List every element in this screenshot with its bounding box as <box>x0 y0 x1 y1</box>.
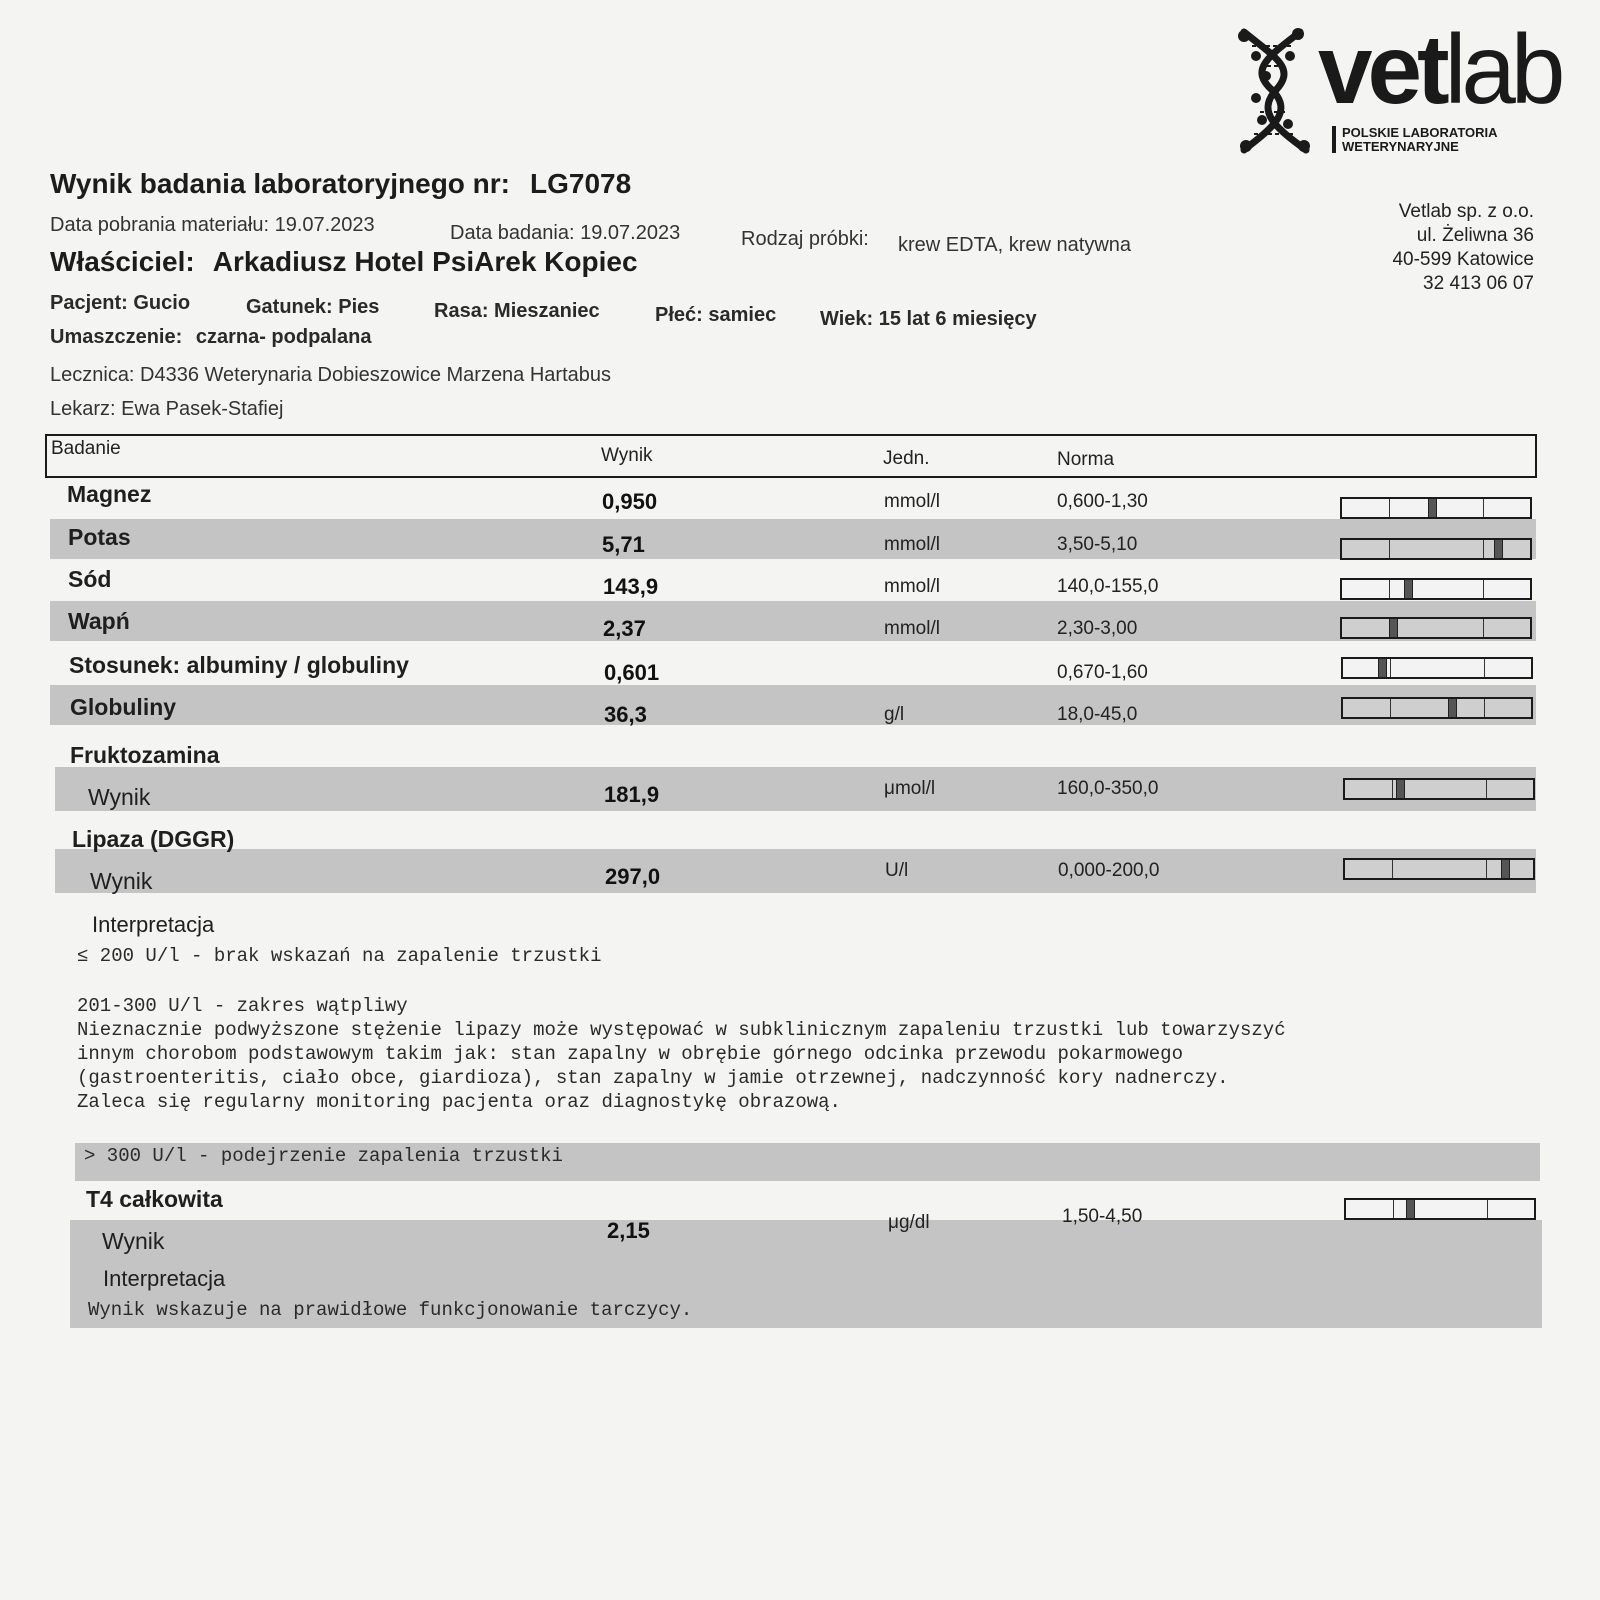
doctor: Lekarz: Ewa Pasek-Stafiej <box>50 398 284 420</box>
fructosamine-name: Fruktozamina <box>70 742 220 768</box>
row-1-value: 5,71 <box>602 532 645 557</box>
range-bar-tick <box>1487 1200 1488 1218</box>
range-bar-marker <box>1428 499 1437 517</box>
row-1-range-bar <box>1340 538 1532 560</box>
fructosamine-value: 181,9 <box>604 782 660 807</box>
range-bar-marker <box>1501 860 1510 878</box>
row-5-unit: g/l <box>884 704 905 725</box>
sample-type: krew EDTA, krew natywna <box>898 234 1132 256</box>
lipase-interp-line-5: (gastroenteritis, ciało obce, giardioza), stan zapalny w jamie otrzewnej, nadczynność kory nadnerczy. <box>77 1067 1229 1089</box>
row-0-unit: mmol/l <box>884 491 940 512</box>
t4-norm: 1,50-4,50 <box>1062 1206 1143 1227</box>
coat-color: Umaszczenie: czarna- podpalana <box>50 326 372 348</box>
range-bar-tick <box>1390 699 1391 717</box>
row-4-range-bar <box>1341 657 1533 679</box>
t4-range-bar <box>1344 1198 1536 1220</box>
lipase-value: 297,0 <box>605 864 661 889</box>
owner-name: Arkadiusz Hotel PsiArek Kopiec <box>212 246 638 277</box>
row-0-range-bar <box>1340 497 1532 519</box>
lipase-interp-line-4: innym chorobom podstawowym takim jak: stan zapalny w obrębie górnego odcinka przewodu pokarmowego <box>77 1043 1183 1065</box>
fructosamine-range-bar <box>1343 778 1535 800</box>
range-bar-tick <box>1483 619 1484 637</box>
lipase-unit: U/l <box>885 860 909 881</box>
row-3-range-bar <box>1340 617 1532 639</box>
row-1-unit: mmol/l <box>884 534 940 555</box>
row-5-norm: 18,0-45,0 <box>1057 704 1138 725</box>
range-bar-tick <box>1393 1200 1394 1218</box>
lipase-name: Lipaza (DGGR) <box>72 826 235 852</box>
range-bar-marker <box>1494 540 1503 558</box>
report-number: LG7078 <box>530 168 632 199</box>
t4-unit: μg/dl <box>888 1212 930 1233</box>
lipase-sub: Wynik <box>90 868 153 894</box>
fructosamine-sub: Wynik <box>88 784 151 810</box>
range-bar-tick <box>1392 780 1393 798</box>
row-5-name: Globuliny <box>70 694 177 720</box>
t4-interp-text: Wynik wskazuje na prawidłowe funkcjonowanie tarczycy. <box>88 1299 693 1321</box>
lipase-interp-line-1: ≤ 200 U/l - brak wskazań na zapalenie trzustki <box>77 945 602 967</box>
col-unit: Jedn. <box>883 448 930 469</box>
results-table-header <box>45 434 1537 478</box>
vetlab-logo <box>1236 14 1566 158</box>
row-shade-potas <box>50 519 1536 559</box>
row-2-range-bar <box>1340 578 1532 600</box>
row-5-value: 36,3 <box>604 702 647 727</box>
t4-interp-label: Interpretacja <box>103 1266 226 1291</box>
company-name: Vetlab sp. z o.o. <box>1398 201 1534 222</box>
range-bar-tick <box>1483 499 1484 517</box>
row-2-name: Sód <box>68 566 112 592</box>
row-4-name: Stosunek: albuminy / globuliny <box>69 652 409 678</box>
range-bar-marker <box>1378 659 1387 677</box>
row-shade-lipaza <box>55 849 1536 893</box>
col-norm: Norma <box>1057 449 1115 470</box>
range-bar-marker <box>1448 699 1457 717</box>
range-bar-tick <box>1392 860 1393 878</box>
range-bar-tick <box>1483 540 1484 558</box>
clinic: Lecznica: D4336 Weterynaria Dobieszowice Marzena Hartabus <box>50 364 612 386</box>
report-title: Wynik badania laboratoryjnego nr: LG7078 <box>50 168 632 199</box>
vetlab-wordmark: vetlab <box>1318 14 1561 124</box>
range-bar-tick <box>1389 580 1390 598</box>
t4-sub: Wynik <box>102 1228 165 1254</box>
range-bar-tick <box>1483 580 1484 598</box>
row-4-norm: 0,670-1,60 <box>1057 662 1148 683</box>
test-date: Data badania: 19.07.2023 <box>450 222 681 244</box>
t4-value: 2,15 <box>607 1218 650 1243</box>
breed: Rasa: Mieszaniec <box>434 300 600 322</box>
row-3-norm: 2,30-3,00 <box>1057 618 1138 639</box>
company-street: ul. Żeliwna 36 <box>1416 225 1534 246</box>
range-bar-tick <box>1484 699 1485 717</box>
range-bar-tick <box>1390 659 1391 677</box>
row-0-value: 0,950 <box>602 489 658 514</box>
lipase-interp-line-3: Nieznacznie podwyższone stężenie lipazy może występować w subklinicznym zapaleniu trzustki lub towarzyszyć <box>77 1019 1286 1041</box>
row-0-norm: 0,600-1,30 <box>1057 491 1148 512</box>
company-address <box>1392 200 1534 296</box>
row-shade-wapn <box>50 601 1536 641</box>
range-bar-marker <box>1404 580 1413 598</box>
range-bar-tick <box>1389 540 1390 558</box>
company-city: 40-599 Katowice <box>1392 249 1534 270</box>
owner: Właściciel: Arkadiusz Hotel PsiArek Kopiec <box>50 246 638 277</box>
lipase-norm: 0,000-200,0 <box>1058 860 1160 881</box>
lipase-interp-line-6: Zaleca się regularny monitoring pacjenta oraz diagnostykę obrazową. <box>77 1091 841 1113</box>
row-1-norm: 3,50-5,10 <box>1057 534 1138 555</box>
lipase-interp-line-2: 201-300 U/l - zakres wątpliwy <box>77 995 408 1017</box>
dna-helix-icon <box>1236 28 1318 154</box>
lipase-interp-line-7: > 300 U/l - podejrzenie zapalenia trzustki <box>84 1145 563 1167</box>
row-3-name: Wapń <box>68 608 130 634</box>
range-bar-tick <box>1486 780 1487 798</box>
species: Gatunek: Pies <box>246 296 380 318</box>
age: Wiek: 15 lat 6 miesięcy <box>820 308 1037 330</box>
logo-subtitle: POLSKIE LABORATORIA WETERYNARYJNE <box>1342 125 1498 154</box>
row-shade-fruktozamina <box>55 767 1536 811</box>
sex: Płeć: samiec <box>655 304 777 326</box>
lipase-interp-label: Interpretacja <box>92 912 215 937</box>
company-phone: 32 413 06 07 <box>1423 273 1534 294</box>
range-bar-tick <box>1486 860 1487 878</box>
row-1-name: Potas <box>68 524 131 550</box>
sampling-date: Data pobrania materiału: 19.07.2023 <box>50 214 375 236</box>
row-0-name: Magnez <box>67 481 152 507</box>
fructosamine-unit: μmol/l <box>884 778 936 799</box>
range-bar-marker <box>1396 780 1405 798</box>
range-bar-tick <box>1389 499 1390 517</box>
row-2-unit: mmol/l <box>884 576 940 597</box>
row-shade-globuliny <box>50 685 1536 725</box>
fructosamine-norm: 160,0-350,0 <box>1057 778 1159 799</box>
row-4-value: 0,601 <box>604 660 660 685</box>
row-3-unit: mmol/l <box>884 618 940 639</box>
col-test: Badanie <box>51 438 121 459</box>
row-5-range-bar <box>1341 697 1533 719</box>
row-2-value: 143,9 <box>603 574 659 599</box>
logo-divider <box>1332 126 1336 153</box>
range-bar-marker <box>1389 619 1398 637</box>
row-2-norm: 140,0-155,0 <box>1057 576 1159 597</box>
lipase-range-bar <box>1343 858 1535 880</box>
sample-type-label: Rodzaj próbki: <box>741 228 869 250</box>
range-bar-tick <box>1484 659 1485 677</box>
t4-name: T4 całkowita <box>86 1186 223 1212</box>
row-3-value: 2,37 <box>603 616 646 641</box>
col-result: Wynik <box>601 445 653 466</box>
patient-name: Pacjent: Gucio <box>50 292 191 314</box>
range-bar-marker <box>1406 1200 1415 1218</box>
